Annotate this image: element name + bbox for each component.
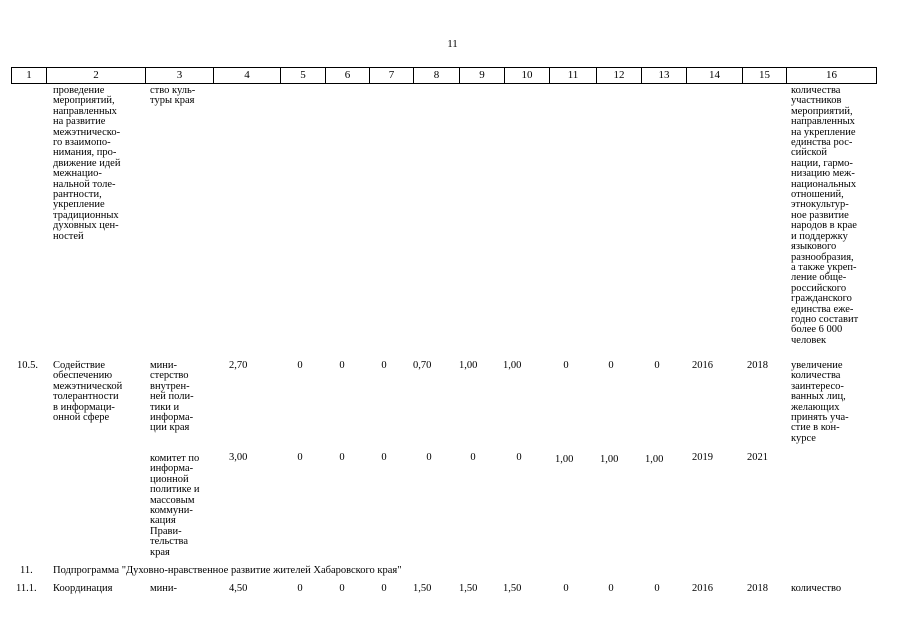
row-11-1-col-12: 0 <box>608 583 614 594</box>
col-header-5: 5 <box>281 68 326 84</box>
row-10-5b-col-11: 1,00 <box>555 454 574 465</box>
col-header-2: 2 <box>47 68 146 84</box>
row-10-5b-end-year: 2021 <box>747 452 768 463</box>
row-11-1-expected-result: количество <box>791 583 842 594</box>
row-10-5b-col-6: 0 <box>339 452 345 463</box>
row-10-5b-start-year: 2019 <box>692 452 713 463</box>
col-header-4: 4 <box>214 68 281 84</box>
row-11-1-number: 11.1. <box>16 583 37 594</box>
col-header-1: 1 <box>12 68 47 84</box>
col-header-7: 7 <box>370 68 414 84</box>
row-10-5-col-11: 0 <box>563 360 569 371</box>
row-11-1-col-13: 0 <box>654 583 660 594</box>
row-11-1-activity-name: Координация <box>53 583 113 594</box>
col-header-6: 6 <box>326 68 370 84</box>
col-header-3: 3 <box>146 68 214 84</box>
col-header-13: 13 <box>642 68 687 84</box>
row-11-1-col-11: 0 <box>563 583 569 594</box>
row-10-5b-col-13: 1,00 <box>645 454 664 465</box>
row-10-5-col-12: 0 <box>608 360 614 371</box>
col-header-10: 10 <box>505 68 550 84</box>
col-header-12: 12 <box>597 68 642 84</box>
cont-expected-result: количества участников мероприятий, направленных на укрепление единства рос- сийской нации, гармо- низацию меж- национальных отношений, этнокультур- ное развитие народов в крае и поддержку языкового разнообразия, а также укреп- ление обще- российского гражданского единства еже- годно составит более 6 000 человек <box>791 85 859 346</box>
row-10-5b-col-10: 0 <box>516 452 522 463</box>
col-header-9: 9 <box>460 68 505 84</box>
row-11-1-col-10: 1,50 <box>503 583 522 594</box>
row-10-5-col-8: 0,70 <box>413 360 432 371</box>
row-11-1-start-year: 2016 <box>692 583 713 594</box>
col-header-16: 16 <box>787 68 877 84</box>
cont-activity-name: проведение мероприятий, направленных на развитие межэтническо- го взаимопо- нимания, про- движение идей межнацио- нальной толе- рантности, укрепление традиционных духовных цен- ностей <box>53 85 121 242</box>
row-10-5-number: 10.5. <box>17 360 38 371</box>
row-10-5b-col-7: 0 <box>381 452 387 463</box>
cont-executor: ство куль- туры края <box>150 85 196 107</box>
row-10-5-end-year: 2018 <box>747 360 768 371</box>
row-10-5b-col-8: 0 <box>426 452 432 463</box>
row-11-1-col-4: 4,50 <box>229 583 248 594</box>
row-10-5b-executor: комитет по информа- ционной политике и массовым коммуни- кация Прави- тельства края <box>150 453 200 558</box>
row-10-5-executor: мини- стерство внутрен- ней поли- тики и информа- ции края <box>150 360 194 434</box>
row-10-5-start-year: 2016 <box>692 360 713 371</box>
col-header-15: 15 <box>743 68 787 84</box>
row-11-1-end-year: 2018 <box>747 583 768 594</box>
row-11-1-col-8: 1,50 <box>413 583 432 594</box>
col-header-14: 14 <box>687 68 743 84</box>
row-11-1-col-5: 0 <box>297 583 303 594</box>
row-10-5b-col-9: 0 <box>470 452 476 463</box>
row-10-5-col-7: 0 <box>381 360 387 371</box>
col-header-8: 8 <box>414 68 460 84</box>
row-10-5-col-5: 0 <box>297 360 303 371</box>
row-11-1-col-6: 0 <box>339 583 345 594</box>
col-header-11: 11 <box>550 68 597 84</box>
page-number: 11 <box>447 38 458 50</box>
row-11-1-col-9: 1,50 <box>459 583 478 594</box>
row-10-5b-col-5: 0 <box>297 452 303 463</box>
row-10-5b-col-12: 1,00 <box>600 454 619 465</box>
row-10-5-col-6: 0 <box>339 360 345 371</box>
row-11-subprogram-title: Подпрограмма "Духовно-нравственное развитие жителей Хабаровского края" <box>53 565 402 576</box>
row-10-5b-col-4: 3,00 <box>229 452 248 463</box>
row-11-1-executor: мини- <box>150 583 177 594</box>
row-10-5-col-9: 1,00 <box>459 360 478 371</box>
row-11-1-col-7: 0 <box>381 583 387 594</box>
row-10-5-col-10: 1,00 <box>503 360 522 371</box>
column-header-row <box>11 67 877 84</box>
row-10-5-expected-result: увеличение количества заинтересо- ванных лиц, желающих принять уча- стие в кон- курсе <box>791 360 849 444</box>
row-10-5-col-4: 2,70 <box>229 360 248 371</box>
row-10-5-activity-name: Содействие обеспечению межэтнической толерантности в информаци- онной сфере <box>53 360 123 424</box>
row-10-5-col-13: 0 <box>654 360 660 371</box>
row-11-number: 11. <box>20 565 33 576</box>
